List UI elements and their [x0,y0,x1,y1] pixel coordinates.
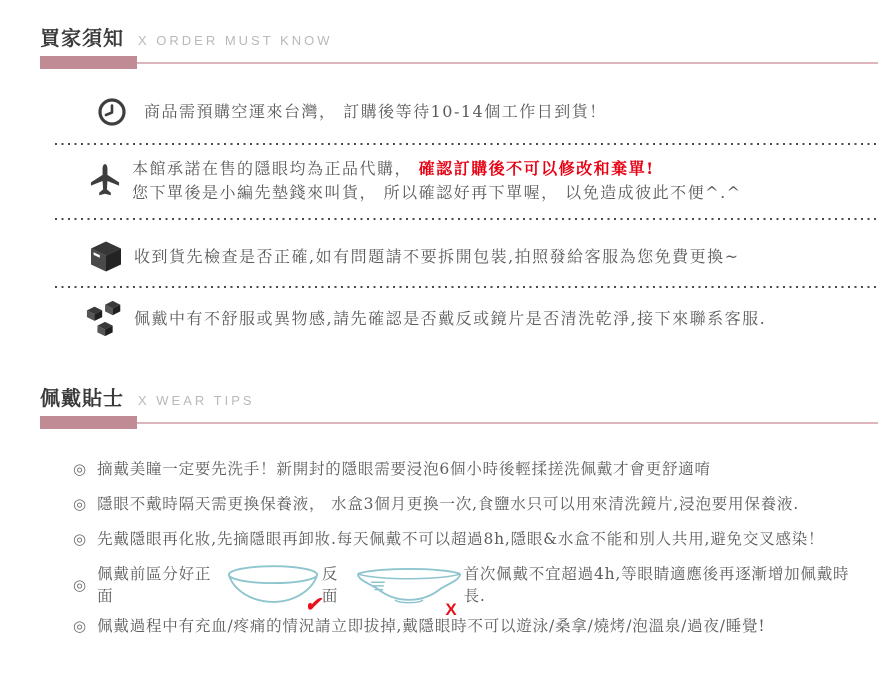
notice-item-authentic [90,157,742,205]
tip-text: 摘戴美瞳一定要先洗手！新開封的隱眼需要浸泡6個小時後輕揉搓洗佩戴才會更舒適唷 [97,460,711,478]
authentic-line2: 您下單後是小編先墊錢來叫貨， 所以確認好再下單喔， 以免造成彼此不便^.^ [132,183,742,202]
check-mark-icon: ✔ [303,594,327,616]
buyer-section-title: 買家須知 [40,28,124,50]
authentic-text [132,157,742,205]
tip-bullet-icon: ◎ [73,495,87,513]
lens-correct-figure [226,564,327,616]
tip-remove-if-pain [73,615,860,637]
buyer-section-subtitle: X ORDER MUST KNOW [138,33,333,48]
accent-thin-line [137,62,878,64]
discomfort-text: 佩戴中有不舒服或異物感,請先確認是否戴反或鏡片是否清洗乾淨,接下來聯系客服. [134,309,767,328]
tip-bullet-icon: ◎ [73,617,87,635]
cross-mark-icon: X [445,600,458,619]
accent-bar [40,416,137,429]
tip-solution-change [73,493,860,515]
wear-section-underline [40,416,878,429]
dotted-separator [55,218,876,220]
tip-wash-hands [73,458,860,480]
wear-section-title: 佩戴貼士 [40,388,124,410]
tip-text [97,563,860,619]
tip-bullet-icon: ◎ [73,530,87,548]
notice-item-inspect [90,241,740,272]
tip-makeup-order [73,528,860,550]
lens-wrong-figure [356,563,462,619]
tip-text: 先戴隱眼再化妝,先摘隱眼再卸妝.每天佩戴不可以超過8h,隱眼&水盒不能和別人共用,避免交叉感染！ [97,530,825,548]
clock-icon [97,97,127,127]
wear-tips-list [73,458,860,650]
notice-item-discomfort [86,299,766,339]
tip-orientation-suffix: 首次佩戴不宜超過4h,等眼睛適應後再逐漸增加佩戴時長. [463,565,850,605]
inspect-text: 收到貨先檢查是否正確,如有問題請不要拆開包裝,拍照發給客服為您免費更換~ [134,246,740,266]
tip-lens-orientation [73,563,860,619]
buyer-title-row [40,22,878,51]
lens-correct-side-icon [226,564,320,606]
section-header-wear-tips [40,382,878,429]
shipping-text: 商品需預購空運來台灣， 訂購後等待10-14個工作日到貨！ [144,102,607,121]
authentic-line1-normal: 本館承諾在售的隱眼均為正品代購， [132,159,419,178]
accent-bar [40,56,137,69]
accent-thin-line [137,422,878,424]
tip-orientation-prefix: 佩戴前區分好正面 [97,565,212,605]
wear-title-row [40,382,878,411]
dotted-separator [55,143,876,145]
tip-bullet-icon: ◎ [73,576,87,594]
tip-text: 隱眼不戴時隔天需更換保養液， 水盒3個月更換一次,食鹽水只可以用來清洗鏡片,浸泡要用保養液. [97,495,799,513]
wear-section-subtitle: X WEAR TIPS [138,393,255,408]
tip-text: 佩戴過程中有充血/疼痛的情況請立即拔掉,戴隱眼時不可以遊泳/桑拿/燒烤/泡溫泉/過夜/睡覺! [97,617,766,635]
tip-orientation-middle: 反面 [321,565,339,605]
parcel-box-icon [90,241,122,272]
buyer-section-underline [40,56,878,69]
airplane-icon [90,163,120,197]
cubes-icon [86,299,126,339]
dotted-separator [55,286,876,288]
section-header-buyer-notes [40,22,878,69]
tip-bullet-icon: ◎ [73,460,87,478]
authentic-line1-red: 確認訂購後不可以修改和棄單! [418,159,655,178]
notice-item-shipping [97,97,607,127]
